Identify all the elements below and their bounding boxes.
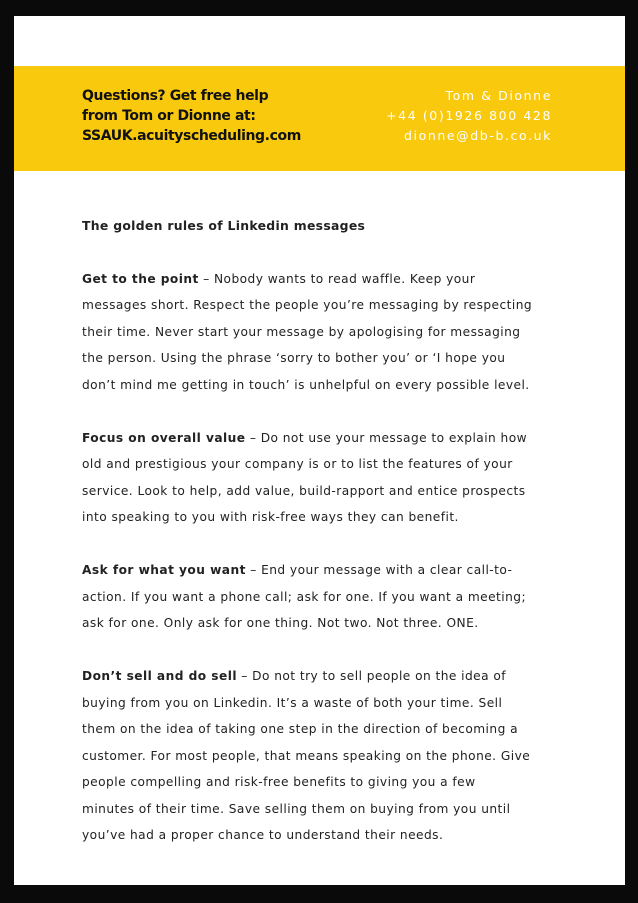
paragraph-text: – End your message with a clear call-to-: [245, 563, 513, 577]
paragraph-line: old and prestigious your company is or to list the features of your: [82, 457, 513, 471]
rule-title: Don’t sell and do sell: [82, 669, 237, 683]
paragraph-line: their time. Never start your message by apologising for messaging: [82, 324, 521, 339]
help-callout-line: Questions? Get free help: [82, 88, 269, 104]
rule-paragraph: [82, 557, 582, 637]
paragraph-text: – Do not try to sell people on the idea of: [236, 669, 507, 683]
paragraph-line: minutes of their time. Save selling them on buying from you until: [82, 801, 511, 816]
contact-email[interactable]: dionne@db-b.co.uk: [403, 128, 552, 143]
paragraph-line: ask for one. Only ask for one thing. Not two. Not three. ONE.: [82, 616, 479, 630]
document-page: [14, 16, 625, 885]
article-heading: The golden rules of Linkedin messages: [82, 218, 366, 233]
paragraph-line: you’ve had a proper chance to understand their needs.: [82, 828, 444, 842]
contact-phone[interactable]: +44 (0)1926 800 428: [386, 108, 552, 123]
help-callout-line: from Tom or Dionne at:: [82, 108, 256, 124]
paragraph-line: buying from you on Linkedin. It’s a waste of both your time. Sell: [82, 695, 503, 710]
paragraph-line: [82, 557, 582, 584]
rule-title: Focus on overall value: [82, 430, 246, 445]
booking-url[interactable]: SSAUK.acuityscheduling.com: [82, 128, 301, 144]
contact-details: [386, 86, 552, 146]
paragraph-line: the person. Using the phrase ‘sorry to bother you’ or ‘I hope you: [82, 351, 506, 365]
paragraph-line: messages short. Respect the people you’re messaging by respecting: [82, 298, 533, 312]
paragraph-line: [82, 266, 582, 293]
article-body: [82, 213, 582, 875]
paragraph-line: people compelling and risk-free benefits to giving you a few: [82, 775, 476, 789]
paragraph-line: customer. For most people, that means speaking on the phone. Give: [82, 748, 531, 763]
paragraph-line: don’t mind me getting in touch’ is unhelpful on every possible level.: [82, 377, 530, 392]
help-callout: [82, 86, 342, 146]
rule-paragraph: [82, 663, 582, 849]
paragraph-line: action. If you want a phone call; ask for one. If you want a meeting;: [82, 589, 527, 604]
paragraph-line: [82, 425, 582, 452]
rule-paragraph: [82, 425, 582, 531]
paragraph-line: service. Look to help, add value, build-rapport and entice prospects: [82, 483, 526, 498]
paragraph-line: them on the idea of taking one step in the direction of becoming a: [82, 722, 518, 736]
contact-banner: [14, 66, 625, 171]
paragraph-text: – Do not use your message to explain how: [245, 430, 528, 445]
rule-title: Get to the point: [82, 271, 199, 286]
paragraph-line: into speaking to you with risk-free ways they can benefit.: [82, 510, 459, 524]
contact-names: Tom & Dionne: [445, 88, 552, 103]
paragraph-line: [82, 663, 582, 690]
rule-title: Ask for what you want: [82, 563, 246, 577]
paragraph-text: – Nobody wants to read waffle. Keep your: [198, 271, 476, 286]
rule-paragraph: [82, 266, 582, 399]
